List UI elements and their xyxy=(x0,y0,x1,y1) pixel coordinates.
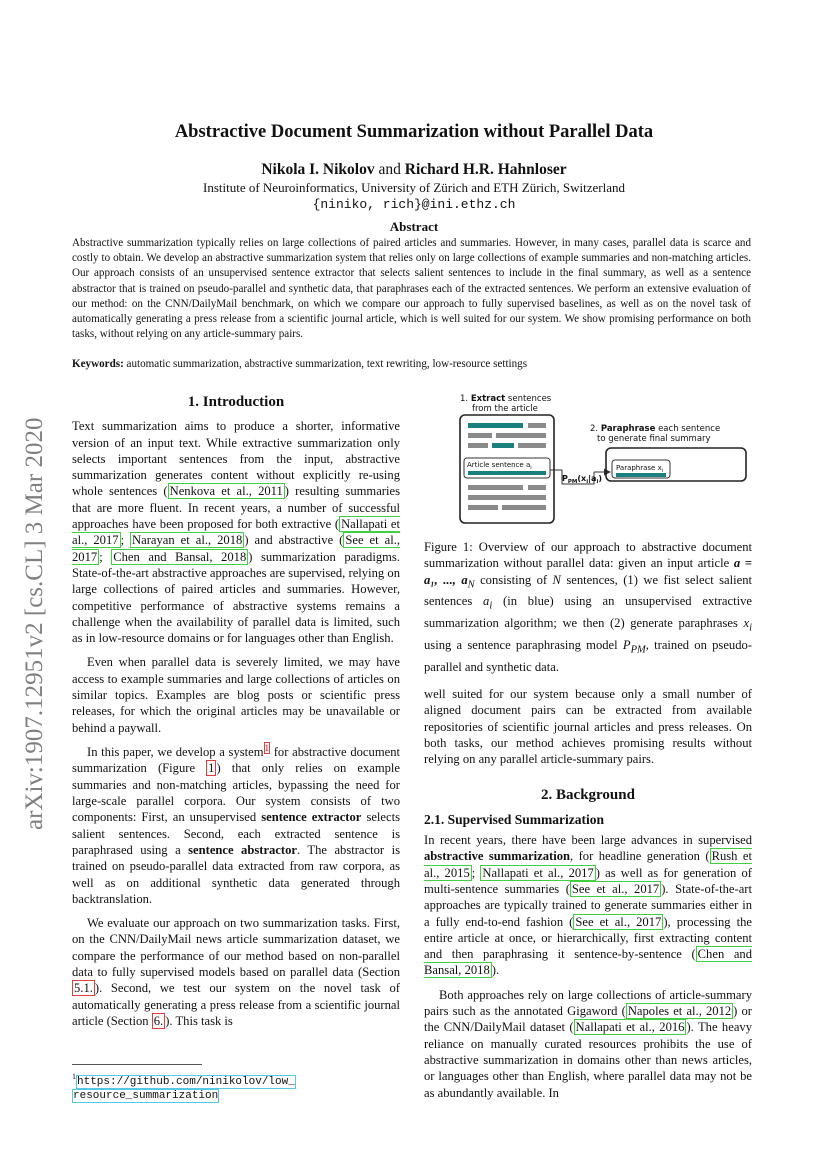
figure-1-caption xyxy=(424,539,752,675)
math-sub: PM xyxy=(630,644,646,656)
step-2-label: 2. Paraphrase each sentence xyxy=(590,424,721,434)
model-label: $P_{PM}(x_i|a_i)$ xyxy=(562,474,602,485)
text-run: ), processing the entire article at once, or hierarchically, first extracting content and then paraphrasing it sentence-by-sentence ( xyxy=(424,914,752,962)
keywords xyxy=(72,358,751,370)
author-conjunction: and xyxy=(374,161,405,178)
citation-link[interactable]: See et al., 2017 xyxy=(72,533,400,564)
sentence-bar xyxy=(468,433,492,438)
author-2: Richard H.R. Hahnloser xyxy=(404,161,567,178)
section-heading-introduction: 1. Introduction xyxy=(187,394,285,410)
arxiv-stamp-text: arXiv:1907.12951v2 [cs.CL] 3 Mar 2020 xyxy=(21,417,48,830)
math: P xyxy=(622,638,631,653)
selected-sentence-bar xyxy=(468,423,523,428)
text-run: for abstractive document summarization (Figure xyxy=(72,745,400,776)
text-run: ; xyxy=(120,533,131,548)
sentence-bar xyxy=(468,485,523,490)
intro-paragraph-4 xyxy=(72,915,400,1029)
sentence-bar xyxy=(468,505,498,510)
text-run: ). The heavy reliance on manually curated resources prohibits the use of abstractive summarization in domains other than news articles, or languages other than English, where parallel data may not be as abundantly available. In xyxy=(424,1020,753,1100)
footnote-1 xyxy=(72,1070,402,1103)
sentence-bar xyxy=(502,505,546,510)
footnote-url-line2[interactable]: resource_summarization xyxy=(73,1089,219,1102)
affiliation: Institute of Neuroinformatics, University of Zürich and ETH Zürich, Switzerland xyxy=(202,180,626,195)
text-run: ) or the CNN/DailyMail dataset ( xyxy=(424,1004,752,1035)
citation-link[interactable]: Chen and Bansal, 2018 xyxy=(113,549,247,564)
text-run: ). This task is xyxy=(165,1013,233,1028)
text-run: ; xyxy=(99,549,112,564)
footnote-link[interactable]: 1 xyxy=(264,742,270,753)
citation-link[interactable]: Napoles et al., 2012 xyxy=(627,1004,732,1019)
keywords-text: automatic summarization, abstractive summarization, text rewriting, low-resource settings xyxy=(123,358,528,370)
figure-link[interactable]: 1 xyxy=(208,761,215,776)
bold-term: sentence abstractor xyxy=(188,842,298,857)
background-paragraph-1 xyxy=(424,832,752,979)
text-run: ; xyxy=(471,865,481,880)
math-sub: i xyxy=(489,600,493,612)
text-run: using a sentence paraphrasing model xyxy=(424,638,623,653)
subsection-heading-supervised: 2.1. Supervised Summarization xyxy=(424,811,605,827)
sentence-bar xyxy=(468,443,488,448)
text-run: In this paper, we develop a system xyxy=(87,745,264,760)
selected-sentence-bar xyxy=(492,443,514,448)
bold-term: abstractive summarization xyxy=(424,849,571,864)
author-line xyxy=(0,161,828,179)
text-run: ) as well as for generation of multi-sentence summaries ( xyxy=(424,865,752,896)
figure-1-diagram xyxy=(454,390,754,530)
text-run: ) that only relies on example summaries and non-matching articles, bypassing the need for large-scale parallel corpora. Our system consists of two components: First, an unsupervised xyxy=(72,761,401,825)
text-run: . The abstractor is trained on pseudo-parallel data extracted from raw corpora, as well as on additional synthetic data generated through backtranslation. xyxy=(72,842,400,906)
text-run: Figure 1: Overview of our approach to abstractive document summarization without parallel data: given an input article xyxy=(424,540,752,571)
right-column xyxy=(424,686,752,1109)
footnote-rule xyxy=(72,1064,202,1065)
text-run: ). State-of-the-art approaches are typically trained to generate summaries either in a fully end-to-end fashion ( xyxy=(424,881,752,929)
text-run: We evaluate our approach on two summarization tasks. First, on the CNN/DailyMail news article summarization dataset, we compare the performance of our method based on non-parallel data to fully supervised models based on parallel data (Section xyxy=(72,916,400,979)
intro-paragraph-3 xyxy=(72,744,400,907)
left-column xyxy=(72,394,400,1037)
citation-link[interactable]: See et al., 2017 xyxy=(575,914,662,929)
section-link[interactable]: 6. xyxy=(153,1013,164,1028)
bold-term: sentence extractor xyxy=(261,810,362,825)
citation-link[interactable]: Narayan et al., 2018 xyxy=(132,533,243,548)
abstract-heading: Abstract xyxy=(389,219,439,234)
article-sentence-label: Article sentence $a_i$ xyxy=(467,461,532,471)
text-run: selects salient sentences. Second, each extracted sentence is paraphrased using a xyxy=(72,810,401,857)
step-1-label-line2: from the article xyxy=(472,404,538,414)
sentence-bar xyxy=(528,485,546,490)
math-sub: i xyxy=(749,622,752,634)
intro-paragraph-1 xyxy=(72,418,400,646)
intro-paragraph-2: Even when parallel data is severely limited, we may have access to example summaries and large collections of articles on similar topics. Examples are blog posts or scientific press releases, for which the original articles may be unavailable or behind a paywall. xyxy=(72,655,400,735)
text-run: ) resulting summaries that are more fluent. In recent years, a number of successful approaches have been proposed for both extractive ( xyxy=(72,484,400,532)
text-run: sentences, (1) we fist select salient sentences xyxy=(424,572,753,609)
step-1-label: 1. Extract sentences xyxy=(460,394,552,404)
math-sub: N xyxy=(467,579,475,591)
math: a xyxy=(483,594,490,609)
sentence-bar xyxy=(496,433,546,438)
text-run: ) summarization paradigms. State-of-the-art abstractive approaches are supervised, relying on large collections of paired articles and summaries. However, competitive performance of abstractive systems remains a challenge when the availability of parallel data is limited, such as in low-resource domains or for languages other than English. xyxy=(72,549,400,646)
citation-link[interactable]: Nenkova et al., 2011 xyxy=(169,484,283,499)
footnote-url-line1[interactable]: https://github.com/ninikolov/low_ xyxy=(77,1075,295,1088)
text-run: Both approaches rely on large collections of article-summary pairs such as the annotated Gigaword ( xyxy=(424,987,752,1019)
text-run: ). Second, we test our system on the novel task of automatically generating a press release from a scientific journal article (Section xyxy=(72,981,400,1028)
text-run: ) and abstractive ( xyxy=(244,533,344,548)
background-paragraph-2 xyxy=(424,987,752,1101)
paper-title: Abstractive Document Summarization without Parallel Data xyxy=(174,122,654,142)
math: x xyxy=(743,616,750,631)
selected-sentence-bar xyxy=(468,471,546,475)
text-run: , trained on pseudo-parallel and synthetic data. xyxy=(424,638,752,674)
footnote-number: 1 xyxy=(72,1072,76,1081)
math: N xyxy=(552,572,561,587)
citation-link[interactable]: Nallapati et al., 2017 xyxy=(72,517,400,548)
text-run: Text summarization aims to produce a shorter, informative version of an input text. While extractive summarization only selects important sentences from the input, abstractive summarization generates content without explicitly re-using whole sentences ( xyxy=(72,419,400,499)
text-run: , for headline generation ( xyxy=(570,849,710,864)
sentence-bar xyxy=(528,423,546,428)
text-run: In recent years, there have been large advances in supervised xyxy=(424,833,752,848)
math: a = a₁, ..., a xyxy=(424,556,752,587)
paraphrase-label: Paraphrase $x_i$ xyxy=(616,464,664,474)
sentence-bar xyxy=(518,443,546,448)
citation-link[interactable]: Rush et al., 2015 xyxy=(424,849,752,880)
citation-link[interactable]: Nallapati et al., 2016 xyxy=(575,1020,685,1035)
citation-link[interactable]: Nallapati et al., 2017 xyxy=(482,865,594,880)
text-run: (in blue) using an unsupervised extractive summarization algorithm; we then (2) generate paraphrases xyxy=(424,594,752,631)
abstract-text: Abstractive summarization typically relies on large collections of paired articles and summaries. However, in many cases, parallel data is scarce and costly to obtain. We develop an abstractive summarization system that relies only on large collections of example summaries and non-matching articles. Our approach consists of an unsupervised sentence extractor that selects salient sentences to include in the final summary, as well as a sentence abstractor that is trained on pseudo-parallel and synthetic data, that paraphrases each of the extracted sentences. We perform an extensive evaluation of our method: on the CNN/DailyMail benchmark, on which we compare our approach to fully supervised baselines, as well as on the novel task of automatically generating a press release from a scientific journal article, which is well suited for our system. We show promising performance on both tasks, without relying on any article-summary pairs. xyxy=(72,237,751,341)
citation-link[interactable]: See et al., 2017 xyxy=(571,881,660,896)
figure-1-svg xyxy=(454,390,754,530)
paraphrase-bar xyxy=(616,473,666,477)
intro-continuation: well suited for our system because only a small number of aligned document pairs can be extracted from available repositories of scientific journal articles and press releases. On both tasks, our method achieves promising results without relying on any parallel article-summary pairs. xyxy=(424,687,752,767)
citation-link[interactable]: Chen and Bansal, 2018 xyxy=(424,947,752,978)
author-1: Nikola I. Nikolov xyxy=(261,161,375,178)
step-2-label-line2: to generate final summary xyxy=(597,434,711,444)
section-link[interactable]: 5.1. xyxy=(74,981,93,996)
text-run: consisting of xyxy=(474,572,553,587)
section-heading-background: 2. Background xyxy=(541,787,635,804)
author-email: {niniko, rich}@ini.ethz.ch xyxy=(312,197,516,212)
keywords-label: Keywords: xyxy=(72,358,124,370)
text-run: ). xyxy=(491,963,500,978)
sentence-bar xyxy=(468,495,546,500)
